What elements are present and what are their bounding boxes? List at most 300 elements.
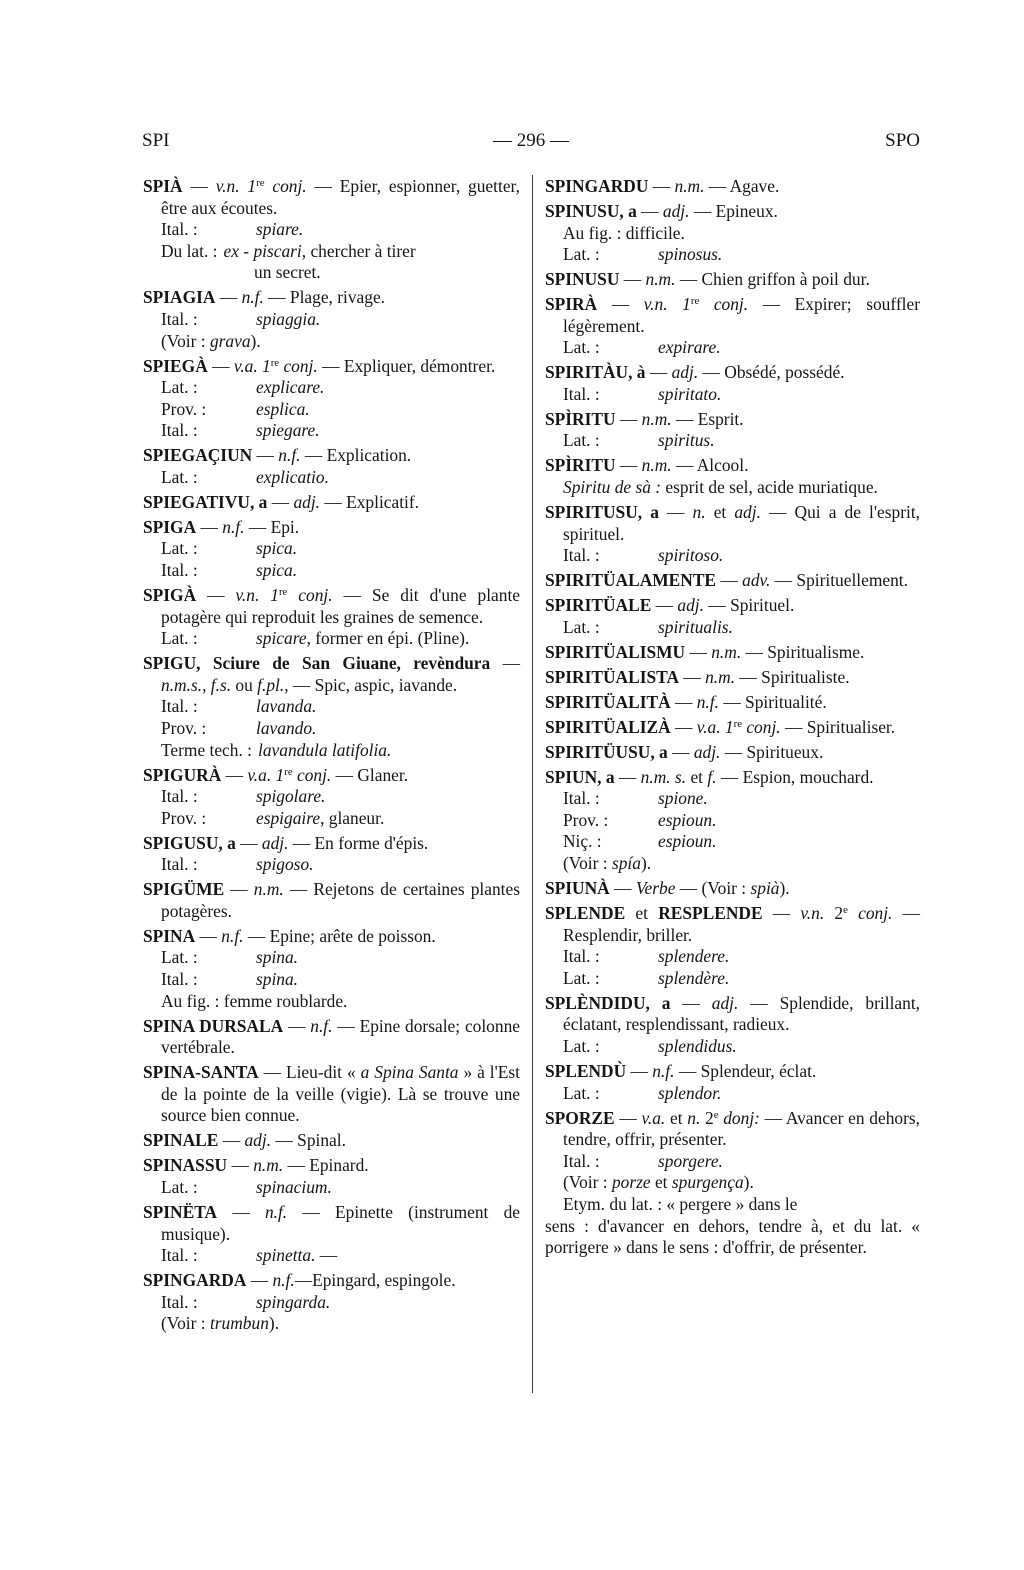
etymology-word: spiritoso. bbox=[658, 545, 724, 566]
headword: SPIGÀ bbox=[143, 585, 197, 606]
etymology-word: spiritus. bbox=[658, 430, 715, 451]
etymology-line bbox=[143, 241, 520, 263]
headword: SPIEGÀ bbox=[143, 355, 208, 376]
language-label: Niç. : bbox=[563, 831, 602, 852]
headword: SPINUSU, a bbox=[545, 200, 637, 221]
dictionary-entry bbox=[545, 903, 920, 989]
definition: — Agave. bbox=[704, 176, 780, 196]
grammar-conjunction: et bbox=[686, 766, 708, 787]
etymology-word: espioun. bbox=[658, 831, 717, 852]
ordinal-suffix: e bbox=[843, 904, 848, 917]
headword: SPIRITÜALISTA bbox=[545, 666, 680, 687]
headword: SPINGARDU bbox=[545, 176, 649, 196]
etymology-line bbox=[545, 1036, 920, 1058]
grammar-conjunction: ou bbox=[231, 674, 258, 695]
etymology-line bbox=[143, 538, 520, 560]
headword: SPIAGIA bbox=[143, 287, 216, 308]
dictionary-entry bbox=[545, 993, 920, 1058]
grammar-label: v.a. 1 bbox=[233, 355, 271, 376]
definition: — Se dit d'une plante potagère qui reproduit les graines de semence. bbox=[161, 585, 520, 627]
dictionary-entry bbox=[143, 1130, 520, 1152]
dictionary-entry bbox=[545, 767, 920, 875]
grammar-label: n.f. bbox=[272, 1270, 295, 1291]
grammar-label: v.a. 1 bbox=[247, 764, 285, 785]
entry-line: SPIUN, a — n.m. s. et f. — Espion, mouchard. bbox=[545, 766, 874, 787]
grammar-label: n.m.s., f.s. bbox=[161, 674, 232, 695]
dictionary-entry bbox=[545, 502, 920, 567]
etymology-line bbox=[143, 854, 520, 876]
grammar-label: adj. bbox=[693, 741, 721, 762]
headword: SPIRITUSU, a bbox=[545, 502, 659, 523]
entry-line: SPIGÜME — n.m. — Rejetons de certaines plantes potagères. bbox=[143, 879, 520, 921]
definition-prefix: — (Voir : bbox=[675, 878, 751, 899]
etymology-gloss: , former en épi. (Pline). bbox=[306, 628, 470, 649]
cross-reference-suffix: ). bbox=[268, 1313, 280, 1334]
definition: — Obsédé, possédé. bbox=[698, 362, 845, 383]
grammar-label: adv. bbox=[742, 570, 771, 591]
grammar-label: v.n. 1 bbox=[215, 176, 257, 196]
entry-line: SPINGARDA — n.f.—Epingard, espingole. bbox=[143, 1270, 456, 1291]
etymology-word: spica. bbox=[256, 560, 298, 581]
grammar-label: v.a. bbox=[641, 1107, 666, 1128]
dictionary-entry bbox=[143, 176, 520, 284]
entry-line bbox=[143, 1062, 520, 1127]
headword: SPIRITÜALIZÀ bbox=[545, 716, 671, 737]
language-label: Lat. : bbox=[161, 1176, 198, 1197]
definition: ). bbox=[779, 878, 790, 899]
etymology-line bbox=[143, 628, 520, 650]
cross-reference-prefix: (Voir : bbox=[563, 1172, 612, 1193]
dictionary-entry bbox=[143, 926, 520, 1012]
entry-line: SPIGURÀ — v.a. 1re conj. — Glaner. bbox=[143, 764, 409, 785]
cross-reference bbox=[143, 1313, 520, 1335]
etymology-word: spingarda. bbox=[256, 1291, 331, 1312]
grammar-label: v.n. bbox=[800, 903, 825, 924]
definition: » à l'Est de la pointe de la veille (vigie). Là se trouve une source bien connue. bbox=[161, 1062, 520, 1126]
conjugation-label: conj. bbox=[287, 585, 333, 606]
definition: — Explicatif. bbox=[320, 491, 420, 512]
cross-reference bbox=[143, 331, 520, 353]
entry-line: SPLENDÙ — n.f. — Splendeur, éclat. bbox=[545, 1060, 817, 1081]
dictionary-entry bbox=[143, 765, 520, 830]
grammar-label-extra: n. bbox=[687, 1107, 701, 1128]
etymology-word: spinetta. bbox=[256, 1245, 316, 1266]
conjunction: et bbox=[625, 903, 659, 924]
grammar-label: adj. bbox=[293, 491, 321, 512]
headword: SPINA DURSALA bbox=[143, 1015, 284, 1036]
language-label: Ital. : bbox=[563, 545, 600, 566]
dictionary-entry bbox=[545, 692, 920, 714]
dictionary-entry bbox=[143, 1016, 520, 1059]
language-label: Prov. : bbox=[161, 717, 207, 738]
language-label: Ital. : bbox=[563, 946, 600, 967]
grammar-label: n.m. bbox=[641, 455, 672, 476]
grammar-label: adj. bbox=[671, 362, 699, 383]
etymology-word: explicatio. bbox=[256, 466, 329, 487]
definition-italic: a Spina Santa bbox=[360, 1062, 459, 1083]
language-label: Ital. : bbox=[161, 219, 198, 240]
grammar-label: n.f. bbox=[222, 516, 245, 537]
definition: — Epier, espionner, guetter, être aux écoutes. bbox=[161, 176, 520, 218]
language-label: Ital. : bbox=[161, 308, 198, 329]
headword: SPLENDE bbox=[545, 903, 626, 924]
right-column bbox=[545, 176, 920, 1262]
definition: — Alcool. bbox=[671, 455, 749, 476]
headword: SPLENDÙ bbox=[545, 1060, 627, 1081]
etymology-line bbox=[143, 947, 520, 969]
headword: SPÌRITU bbox=[545, 455, 616, 476]
headword: SPIGU, Sciure de San Giuane, revèndura bbox=[143, 653, 491, 674]
entry-line: SPÌRITU — n.m. — Esprit. bbox=[545, 408, 744, 429]
ordinal-suffix: re bbox=[270, 356, 280, 369]
headword: SPIRÀ bbox=[545, 294, 598, 315]
conjugation-label: conj. bbox=[279, 355, 318, 376]
etymology-gloss-continued: un secret. bbox=[254, 262, 321, 283]
dictionary-entry bbox=[545, 294, 920, 359]
entry-line: SPIÀ — v.n. 1re conj. — Epier, espionner, guetter, être aux écoutes. bbox=[143, 176, 520, 218]
definition: — Expirer; souffler légèrement. bbox=[563, 294, 920, 336]
etymology-line bbox=[545, 244, 920, 266]
entry-line: SPIRITÜALE — adj. — Spirituel. bbox=[545, 595, 795, 616]
etymology-word: splendor. bbox=[658, 1082, 722, 1103]
language-label: Ital. : bbox=[161, 1291, 198, 1312]
grammar-label: adj. bbox=[711, 992, 739, 1013]
etymology-line bbox=[545, 788, 920, 810]
etymology-gloss: , glaneur. bbox=[320, 807, 385, 828]
cross-reference-word: porze bbox=[611, 1172, 651, 1193]
entry-line: SPINA DURSALA — n.f. — Epine dorsale; colonne vertébrale. bbox=[143, 1015, 520, 1058]
headword: SPIGA bbox=[143, 516, 197, 537]
left-column bbox=[143, 176, 520, 1338]
entry-line: SPIGÀ — v.n. 1re conj. — Se dit d'une plante potagère qui reproduit les graines de semence. bbox=[143, 585, 520, 627]
cross-reference-prefix: (Voir : bbox=[161, 330, 210, 351]
conjugation-label: conj. bbox=[847, 903, 893, 924]
etymology-word: spinosus. bbox=[658, 244, 723, 265]
definition: — Epi. bbox=[244, 516, 300, 537]
entry-line: SPIRITÀU, à — adj. — Obsédé, possédé. bbox=[545, 362, 845, 383]
headword: SPINA-SANTA bbox=[143, 1062, 259, 1083]
headword: SPIUNÀ bbox=[545, 878, 610, 899]
entry-line: SPINUSU — n.m. — Chien griffon à poil dur. bbox=[545, 269, 870, 290]
etymology-line bbox=[143, 309, 520, 331]
etymology-word: spigoso. bbox=[256, 854, 314, 875]
dictionary-entry bbox=[545, 570, 920, 592]
language-label: Ital. : bbox=[161, 786, 198, 807]
header-right-guideword: SPO bbox=[885, 130, 920, 151]
etymology-line bbox=[545, 384, 920, 406]
entry-line: SPIRITÜALISTA — n.m. — Spiritualiste. bbox=[545, 666, 850, 687]
etymology-word: explicare. bbox=[256, 377, 325, 398]
conjugation-label: conj. bbox=[699, 294, 749, 315]
etymology-line bbox=[545, 430, 920, 452]
headword: SPIRITÜALAMENTE bbox=[545, 570, 717, 591]
etymology-line bbox=[143, 399, 520, 421]
grammar-label: n.m. bbox=[253, 879, 284, 900]
language-label: Lat. : bbox=[161, 538, 198, 559]
etymology-word: spiare. bbox=[256, 219, 304, 240]
definition: — Chien griffon à poil dur. bbox=[675, 269, 870, 290]
conjugation-number: 2 bbox=[824, 903, 844, 924]
ordinal-suffix: e bbox=[713, 1108, 719, 1121]
figurative-sense: Au fig. : difficile. bbox=[563, 222, 685, 243]
entry-line: SPINA — n.f. — Epine; arête de poisson. bbox=[143, 925, 436, 946]
etymology-line bbox=[143, 467, 520, 489]
etymology-line bbox=[143, 377, 520, 399]
dictionary-entry bbox=[143, 1155, 520, 1198]
entry-line: SPIRÀ — v.n. 1re conj. — Expirer; souffler légèrement. bbox=[545, 294, 920, 336]
definition: — Plage, rivage. bbox=[263, 287, 386, 308]
entry-line: SPIRITÜALIZÀ — v.a. 1re conj. — Spiritualiser. bbox=[545, 716, 896, 737]
definition-italic: spià bbox=[750, 878, 780, 899]
conjugation-label: conj. bbox=[292, 764, 332, 785]
etymology-line bbox=[143, 786, 520, 808]
language-label: Lat. : bbox=[563, 337, 600, 358]
dictionary-entry bbox=[143, 1270, 520, 1335]
language-label: Du lat. : bbox=[161, 240, 218, 261]
grammar-label: n.m. bbox=[253, 1155, 284, 1176]
dictionary-entry bbox=[545, 455, 920, 498]
entry-line: SPINALE — adj. — Spinal. bbox=[143, 1130, 346, 1151]
etymology-word: lavanda. bbox=[256, 696, 317, 717]
headword: SPIRITÜUSU, a bbox=[545, 741, 668, 762]
etymology-note-continued: sens : d'avancer en dehors, tendre à, et du lat. « porrigere » dans le sens : d'offrir, de présenter. bbox=[545, 1215, 920, 1258]
language-label: Lat. : bbox=[161, 947, 198, 968]
dictionary-entry bbox=[545, 362, 920, 405]
grammar-label: n.f. bbox=[241, 287, 264, 308]
cross-reference-suffix: ). bbox=[250, 330, 261, 351]
etymology-word: lavando. bbox=[256, 717, 317, 738]
entry-line: SPIAGIA — n.f. — Plage, rivage. bbox=[143, 287, 386, 308]
cross-reference-word: spurgença bbox=[671, 1172, 744, 1193]
language-label: Ital. : bbox=[563, 1150, 600, 1171]
grammar-label: n.m. s. bbox=[640, 766, 687, 787]
etymology-gloss: — bbox=[315, 1245, 338, 1266]
headword: SPORZE bbox=[545, 1107, 615, 1128]
headword: SPIEGATIVU, a bbox=[143, 491, 268, 512]
etymology-word: splendère. bbox=[658, 967, 730, 988]
entry-line: SPIEGAÇIUN — n.f. — Explication. bbox=[143, 445, 412, 466]
etymology-word: spica. bbox=[256, 538, 298, 559]
dictionary-entry bbox=[545, 269, 920, 291]
cross-reference-prefix: (Voir : bbox=[563, 853, 612, 874]
running-header bbox=[142, 130, 920, 158]
headword: SPINASSU bbox=[143, 1155, 228, 1176]
grammar-label: n.f. bbox=[310, 1015, 333, 1036]
etymology-note: Etym. du lat. : « pergere » dans le bbox=[563, 1193, 798, 1214]
dictionary-entry bbox=[143, 1202, 520, 1267]
headword: SPINGARDA bbox=[143, 1270, 247, 1291]
ordinal-suffix: re bbox=[690, 295, 700, 308]
etymology-word: spiegare. bbox=[256, 420, 320, 441]
language-label: Ital. : bbox=[161, 1245, 198, 1266]
dictionary-entry bbox=[143, 492, 520, 514]
definition: — Spiritualiste. bbox=[735, 666, 850, 687]
etymology-word: espigaire bbox=[256, 807, 321, 828]
definition: — Spinal. bbox=[271, 1130, 346, 1151]
language-label: Lat. : bbox=[563, 967, 600, 988]
definition: — Epine; arête de poisson. bbox=[243, 925, 436, 946]
grammar-label-extra: f.pl. bbox=[257, 674, 285, 695]
entry-line: SPORZE — v.a. et n. 2e donj: — Avancer en dehors, tendre, offrir, présenter. bbox=[545, 1107, 920, 1150]
grammar-label: n.f. bbox=[652, 1060, 675, 1081]
conjugation-label: conj. bbox=[264, 176, 307, 196]
dictionary-entry bbox=[545, 878, 920, 900]
definition: — Spiritualiser. bbox=[780, 716, 896, 737]
definition: — Espion, mouchard. bbox=[716, 766, 874, 787]
etymology-word: spione. bbox=[658, 788, 708, 809]
headword: SPIRITÜALE bbox=[545, 595, 652, 616]
definition: — Spiritueux. bbox=[720, 741, 824, 762]
grammar-label: adj. bbox=[662, 200, 690, 221]
entry-line: SPINUSU, a — adj. — Epineux. bbox=[545, 200, 778, 221]
column-divider bbox=[532, 175, 533, 1393]
cross-reference-suffix: ). bbox=[743, 1172, 754, 1193]
etymology-word: splendere. bbox=[658, 946, 730, 967]
etymology-line bbox=[143, 219, 520, 241]
dictionary-entry bbox=[143, 517, 520, 582]
etymology-word: esplica. bbox=[256, 398, 310, 419]
definition: — Spirituellement. bbox=[770, 570, 908, 591]
headword: SPIGURÀ bbox=[143, 764, 222, 785]
headword: SPINUSU bbox=[545, 269, 620, 290]
definition: — Epinard. bbox=[283, 1155, 369, 1176]
etymology-gloss: , chercher à tirer bbox=[301, 240, 416, 261]
etymology-line bbox=[545, 1083, 920, 1105]
dictionary-entry bbox=[143, 879, 520, 922]
grammar-label-extra: f. bbox=[707, 766, 717, 787]
language-label: Ital. : bbox=[161, 696, 198, 717]
dictionary-entry bbox=[143, 287, 520, 352]
grammar-label: n.m. bbox=[641, 408, 672, 429]
page-number: — 296 — bbox=[493, 130, 569, 151]
conjugation-number: 2 bbox=[700, 1107, 714, 1128]
definition: —Epingard, espingole. bbox=[294, 1270, 456, 1291]
etymology-line bbox=[143, 696, 520, 718]
dictionary-entry bbox=[143, 653, 520, 761]
grammar-label: v.n. 1 bbox=[643, 294, 691, 315]
entry-line: SPLENDE et RESPLENDE — v.n. 2e conj. — Resplendir, briller. bbox=[545, 903, 920, 945]
technical-term: lavandula latifolia. bbox=[258, 739, 392, 760]
definition: — Epine dorsale; colonne vertébrale. bbox=[161, 1015, 520, 1058]
etymology-line bbox=[545, 1151, 920, 1173]
cross-reference-suffix: ). bbox=[640, 853, 652, 874]
grammar-label: n.f. bbox=[264, 1201, 288, 1222]
etymology-line bbox=[143, 1245, 520, 1267]
etymology-word: spiritualis. bbox=[658, 616, 733, 637]
etymology-word: spigolare. bbox=[256, 786, 326, 807]
definition: — Expliquer, démontrer. bbox=[317, 355, 496, 376]
dictionary-entry bbox=[545, 409, 920, 452]
ordinal-suffix: re bbox=[278, 586, 288, 599]
headword: SPIEGAÇIUN bbox=[143, 445, 253, 466]
headword: SPÌRITU bbox=[545, 408, 616, 429]
language-label: Ital. : bbox=[161, 560, 198, 581]
language-label: Ital. : bbox=[161, 854, 198, 875]
etymology-line bbox=[143, 1292, 520, 1314]
cross-reference-word: spía bbox=[611, 853, 641, 874]
definition: — Resplendir, briller. bbox=[563, 903, 920, 945]
dictionary-entry bbox=[545, 201, 920, 266]
language-label: Prov. : bbox=[161, 398, 207, 419]
grammar-label: adj. bbox=[261, 832, 289, 853]
headword: SPIRITÀU, à bbox=[545, 362, 646, 383]
entry-line: SPIEGATIVU, a — adj. — Explicatif. bbox=[143, 491, 420, 512]
grammar-label: n.f. bbox=[221, 925, 244, 946]
headword: SPIRITÜALITÀ bbox=[545, 691, 671, 712]
dictionary-entry bbox=[143, 445, 520, 488]
definition: — Epinette (instrument de musique). bbox=[161, 1201, 520, 1244]
headword: SPINALE bbox=[143, 1130, 219, 1151]
dictionary-entry bbox=[545, 667, 920, 689]
entry-line: SPIUNÀ — Verbe — (Voir : spià). bbox=[545, 878, 790, 899]
grammar-label: n. bbox=[692, 502, 706, 523]
entry-line: SPIGUSU, a — adj. — En forme d'épis. bbox=[143, 832, 429, 853]
language-label: Ital. : bbox=[563, 788, 600, 809]
definition: — Spiritualité. bbox=[718, 691, 827, 712]
etymology-line bbox=[143, 420, 520, 442]
dictionary-entry bbox=[143, 585, 520, 650]
etymology-line bbox=[143, 969, 520, 991]
dictionary-entry bbox=[545, 742, 920, 764]
definition: , — Spic, aspic, iavande. bbox=[284, 674, 458, 695]
etymology-word: splendidus. bbox=[658, 1036, 737, 1056]
headword: SPIRITÜALISMU bbox=[545, 641, 686, 662]
grammar-label: adj. bbox=[677, 595, 704, 616]
definition: — Explication. bbox=[300, 445, 412, 466]
grammar-label: n.m. bbox=[674, 176, 705, 196]
dictionary-entry bbox=[545, 595, 920, 638]
etymology-word: spiaggia. bbox=[256, 308, 321, 329]
etymology-word: sporgere. bbox=[658, 1150, 723, 1171]
etymology-line bbox=[143, 718, 520, 740]
headword: SPIUN, a bbox=[545, 766, 615, 787]
etymology-line bbox=[545, 617, 920, 639]
cross-reference bbox=[545, 1172, 920, 1194]
etymology-word: spinacium. bbox=[256, 1176, 332, 1197]
conjugation-label: conj. bbox=[741, 716, 781, 737]
grammar-label: n.f. bbox=[278, 445, 301, 466]
dictionary-entry bbox=[545, 176, 920, 198]
grammar-label: n.m. bbox=[711, 641, 742, 662]
definition: — Qui a de l'esprit, spirituel. bbox=[563, 502, 921, 544]
cross-reference bbox=[545, 853, 920, 875]
etymology-line bbox=[545, 545, 920, 567]
etymology-line bbox=[545, 810, 920, 832]
headword: SPLÈNDIDU, a bbox=[545, 992, 671, 1013]
language-label: Lat. : bbox=[161, 377, 198, 398]
headword: SPIÀ bbox=[143, 176, 183, 196]
grammar-label: n.f. bbox=[696, 691, 719, 712]
etymology-line bbox=[143, 808, 520, 830]
grammar-label: adj. bbox=[244, 1130, 272, 1151]
phrase-italic: Spiritu de sà : bbox=[563, 477, 662, 498]
phrase-text: esprit de sel, acide muriatique. bbox=[661, 477, 878, 498]
conjugation-label: donj: bbox=[718, 1107, 760, 1128]
definition: — Splendide, brillant, éclatant, resplendissant, radieux. bbox=[563, 992, 920, 1035]
language-label: Lat. : bbox=[563, 244, 600, 265]
entry-line: SPIRITÜUSU, a — adj. — Spiritueux. bbox=[545, 741, 824, 762]
figurative-sense: Au fig. : femme roublarde. bbox=[161, 990, 348, 1011]
ordinal-suffix: re bbox=[733, 717, 742, 730]
entry-line: SPINËTA — n.f. — Epinette (instrument de musique). bbox=[143, 1201, 520, 1244]
headword-variant: RESPLENDE bbox=[658, 903, 763, 924]
entry-line: SPIRITÜALITÀ — n.f. — Spiritualité. bbox=[545, 691, 827, 712]
language-label: Lat. : bbox=[161, 466, 198, 487]
definition: — Avancer en dehors, tendre, offrir, présenter. bbox=[563, 1107, 920, 1150]
etymology-line bbox=[545, 946, 920, 968]
dictionary-entry bbox=[545, 1108, 920, 1259]
language-label: Lat. : bbox=[563, 1036, 600, 1056]
